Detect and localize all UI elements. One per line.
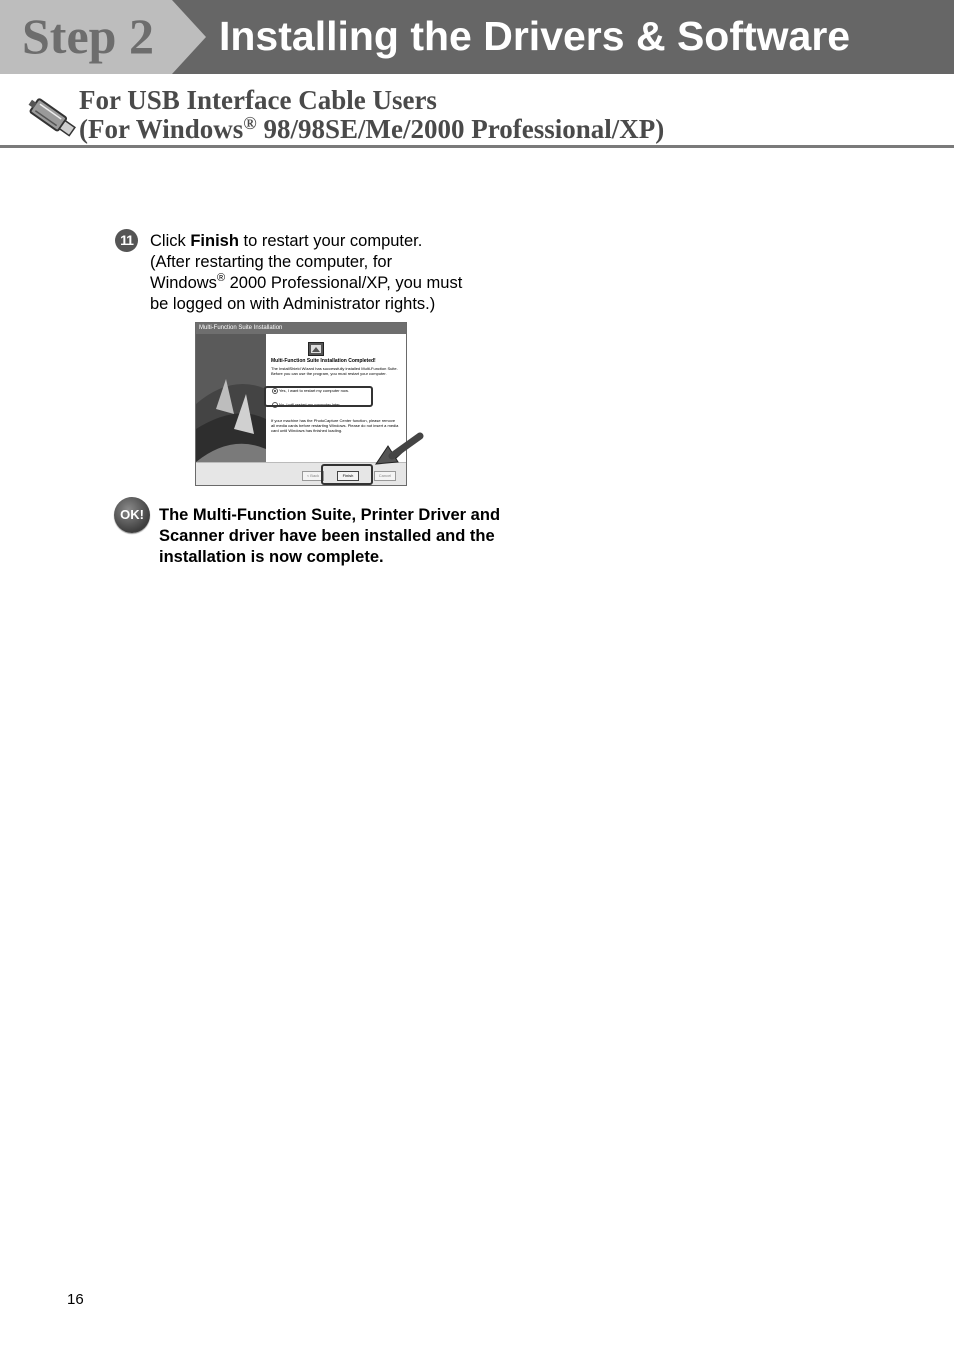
instruction-windows: Windows xyxy=(150,274,217,292)
section-header xyxy=(79,86,664,144)
instruction-finish: Finish xyxy=(190,232,239,250)
restart-now-label: Yes, I want to restart my computer now. xyxy=(279,388,349,393)
dialog-title: Multi-Function Suite Installation xyxy=(196,323,406,334)
dialog-heading: Multi-Function Suite Installation Completed! xyxy=(271,358,376,364)
instruction-reg: ® xyxy=(216,272,226,284)
wizard-artwork xyxy=(196,334,266,462)
usb-cable-icon xyxy=(24,93,78,143)
installer-icon xyxy=(308,342,324,356)
completion-message: The Multi-Function Suite, Printer Driver and Scanner driver have been installed and the installation is now complete. xyxy=(159,506,501,566)
instruction-line3: 2000 Professional/XP, you must xyxy=(225,274,463,292)
instruction-line2: (After restarting the computer, for xyxy=(150,253,393,271)
page-title: Installing the Drivers & Software xyxy=(219,13,851,59)
instruction-line4: be logged on with Administrator rights.) xyxy=(150,295,436,313)
page-number: 16 xyxy=(67,1291,84,1308)
section-header-line1: For USB Interface Cable Users xyxy=(79,85,437,115)
step-number-badge: 11 xyxy=(115,229,138,252)
dialog-media-note: If your machine has the PhotoCapture Center function, please remove all media cards before restarting Windows. Please do not insert a media card until Windows has finished loading. xyxy=(271,418,399,433)
section-header-line2 xyxy=(79,115,664,144)
ok-badge: OK! xyxy=(114,497,150,533)
step-instructions xyxy=(150,231,510,315)
windows-text: (For Windows xyxy=(79,114,244,144)
cancel-button[interactable]: Cancel xyxy=(374,471,396,481)
restart-later-label: No, I will restart my computer later. xyxy=(279,402,341,407)
finish-button[interactable]: Finish xyxy=(337,471,359,481)
restart-now-highlight xyxy=(264,386,373,407)
step-arrow xyxy=(172,0,206,74)
finish-highlight xyxy=(321,464,373,485)
pointer-arrow-icon xyxy=(370,432,424,468)
instruction-restart: to restart your computer. xyxy=(238,232,423,250)
dialog-message: The InstallShield Wizard has successfully installed Multi-Function Suite. Before you can use the program, you must restart your computer. xyxy=(271,366,398,376)
section-divider xyxy=(0,145,954,148)
step-label: Step 2 xyxy=(22,8,154,64)
windows-versions: 98/98SE/Me/2000 Professional/XP) xyxy=(256,114,665,144)
registered-mark: ® xyxy=(243,113,257,133)
back-button[interactable]: < Back xyxy=(302,471,324,481)
instruction-click: Click xyxy=(150,232,191,250)
